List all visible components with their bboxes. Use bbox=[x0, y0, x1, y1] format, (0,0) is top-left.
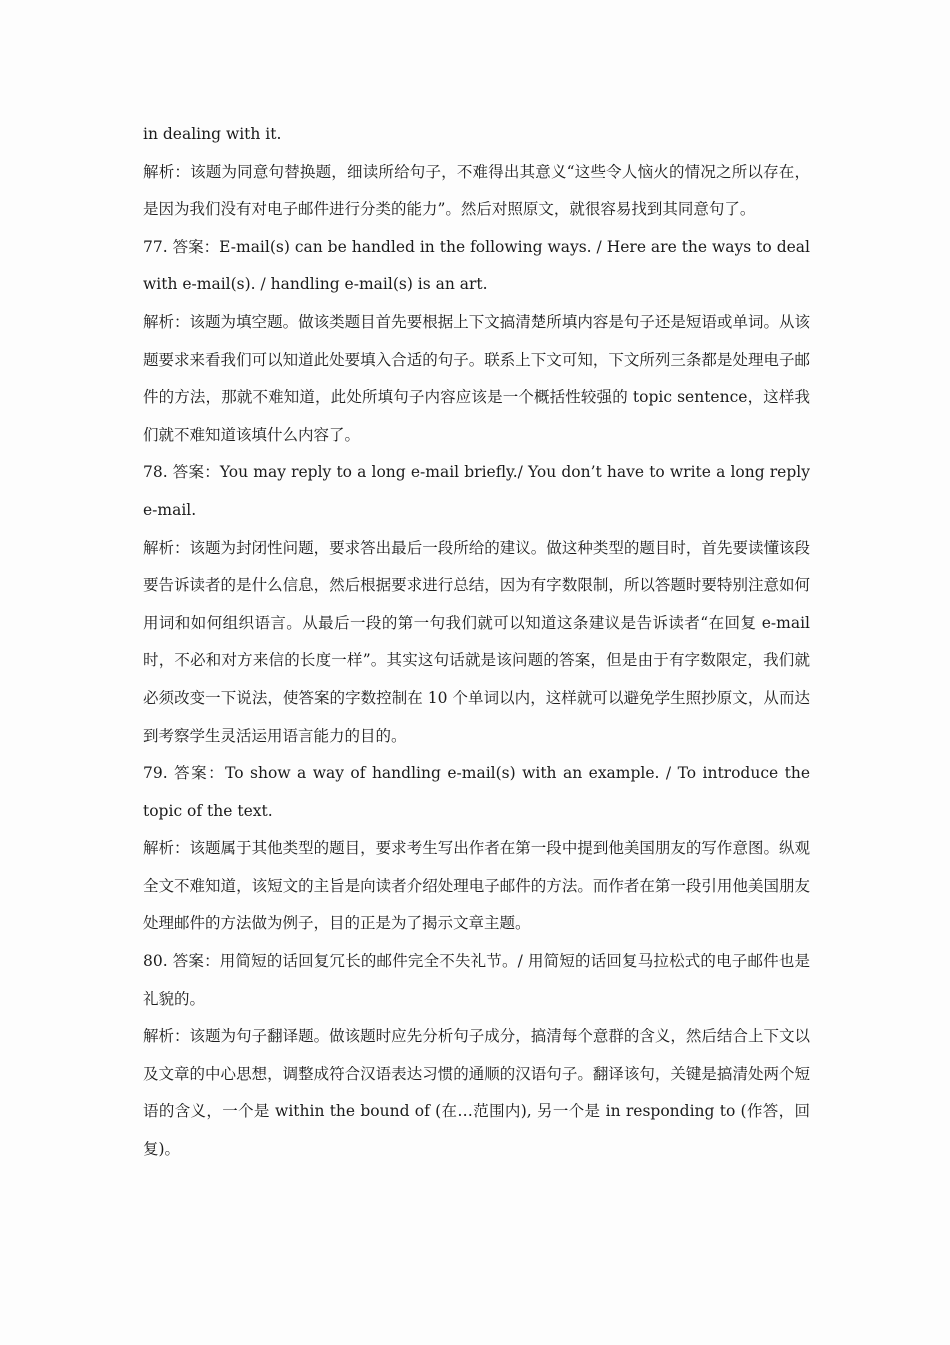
answer-80: 80. 答案：用简短的话回复冗长的邮件完全不失礼节。/ 用简短的话回复马拉松式的电子邮件也是礼貌的。 bbox=[143, 952, 810, 1008]
answer-78: 78. 答案：You may reply to a long e-mail briefly./ You don’t have to write a long reply e-mail. bbox=[143, 463, 810, 519]
explanation-80: 解析：该题为句子翻译题。做该题时应先分析句子成分，搞清每个意群的含义，然后结合上下文以及文章的中心思想，调整成符合汉语表达习惯的通顺的汉语句子。翻译该句，关键是搞清处两个短语的含义，一个是 within the bound of (在…范围内), 另一个是 in responding to (作答，回复)。 bbox=[143, 1027, 810, 1159]
answer-explanations bbox=[143, 116, 810, 1169]
explanation-79: 解析：该题属于其他类型的题目，要求考生写出作者在第一段中提到他美国朋友的写作意图。纵观全文不难知道，该短文的主旨是向读者介绍处理电子邮件的方法。而作者在第一段引用他美国朋友处理邮件的方法做为例子，目的正是为了揭示文章主题。 bbox=[143, 839, 810, 933]
explanation-76: 解析：该题为同意句替换题，细读所给句子，不难得出其意义“这些令人恼火的情况之所以存在，是因为我们没有对电子邮件进行分类的能力”。然后对照原文，就很容易找到其同意句了。 bbox=[143, 162, 810, 219]
paragraph-continuation: in dealing with it. bbox=[143, 125, 282, 143]
answer-79: 79. 答案：To show a way of handling e-mail(s) with an example. / To introduce the topic of the text. bbox=[143, 764, 810, 820]
explanation-77: 解析：该题为填空题。做该类题目首先要根据上下文搞清楚所填内容是句子还是短语或单词。从该题要求来看我们可以知道此处要填入合适的句子。联系上下文可知，下文所列三条都是处理电子邮件的方法，那就不难知道，此处所填句子内容应该是一个概括性较强的 topic sentence，这样我们就不难知道该填什么内容了。 bbox=[143, 312, 810, 444]
explanation-78: 解析：该题为封闭性问题，要求答出最后一段所给的建议。做这种类型的题目时，首先要读懂该段要告诉读者的是什么信息，然后根据要求进行总结，因为有字数限制，所以答题时要特别注意如何用词和如何组织语言。从最后一段的第一句我们就可以知道这条建议是告诉读者“在回复 e-mail 时，不必和对方来信的长度一样”。其实这句话就是该问题的答案，但是由于有字数限定，我们就必须改变一下说法，使答案的字数控制在 10 个单词以内，这样就可以避免学生照抄原文，从而达到考察学生灵活运用语言能力的目的。 bbox=[143, 538, 810, 745]
answer-77: 77. 答案：E-mail(s) can be handled in the following ways. / Here are the ways to deal with e-mail(s). / handling e-mail(s) is an art. bbox=[143, 237, 810, 294]
